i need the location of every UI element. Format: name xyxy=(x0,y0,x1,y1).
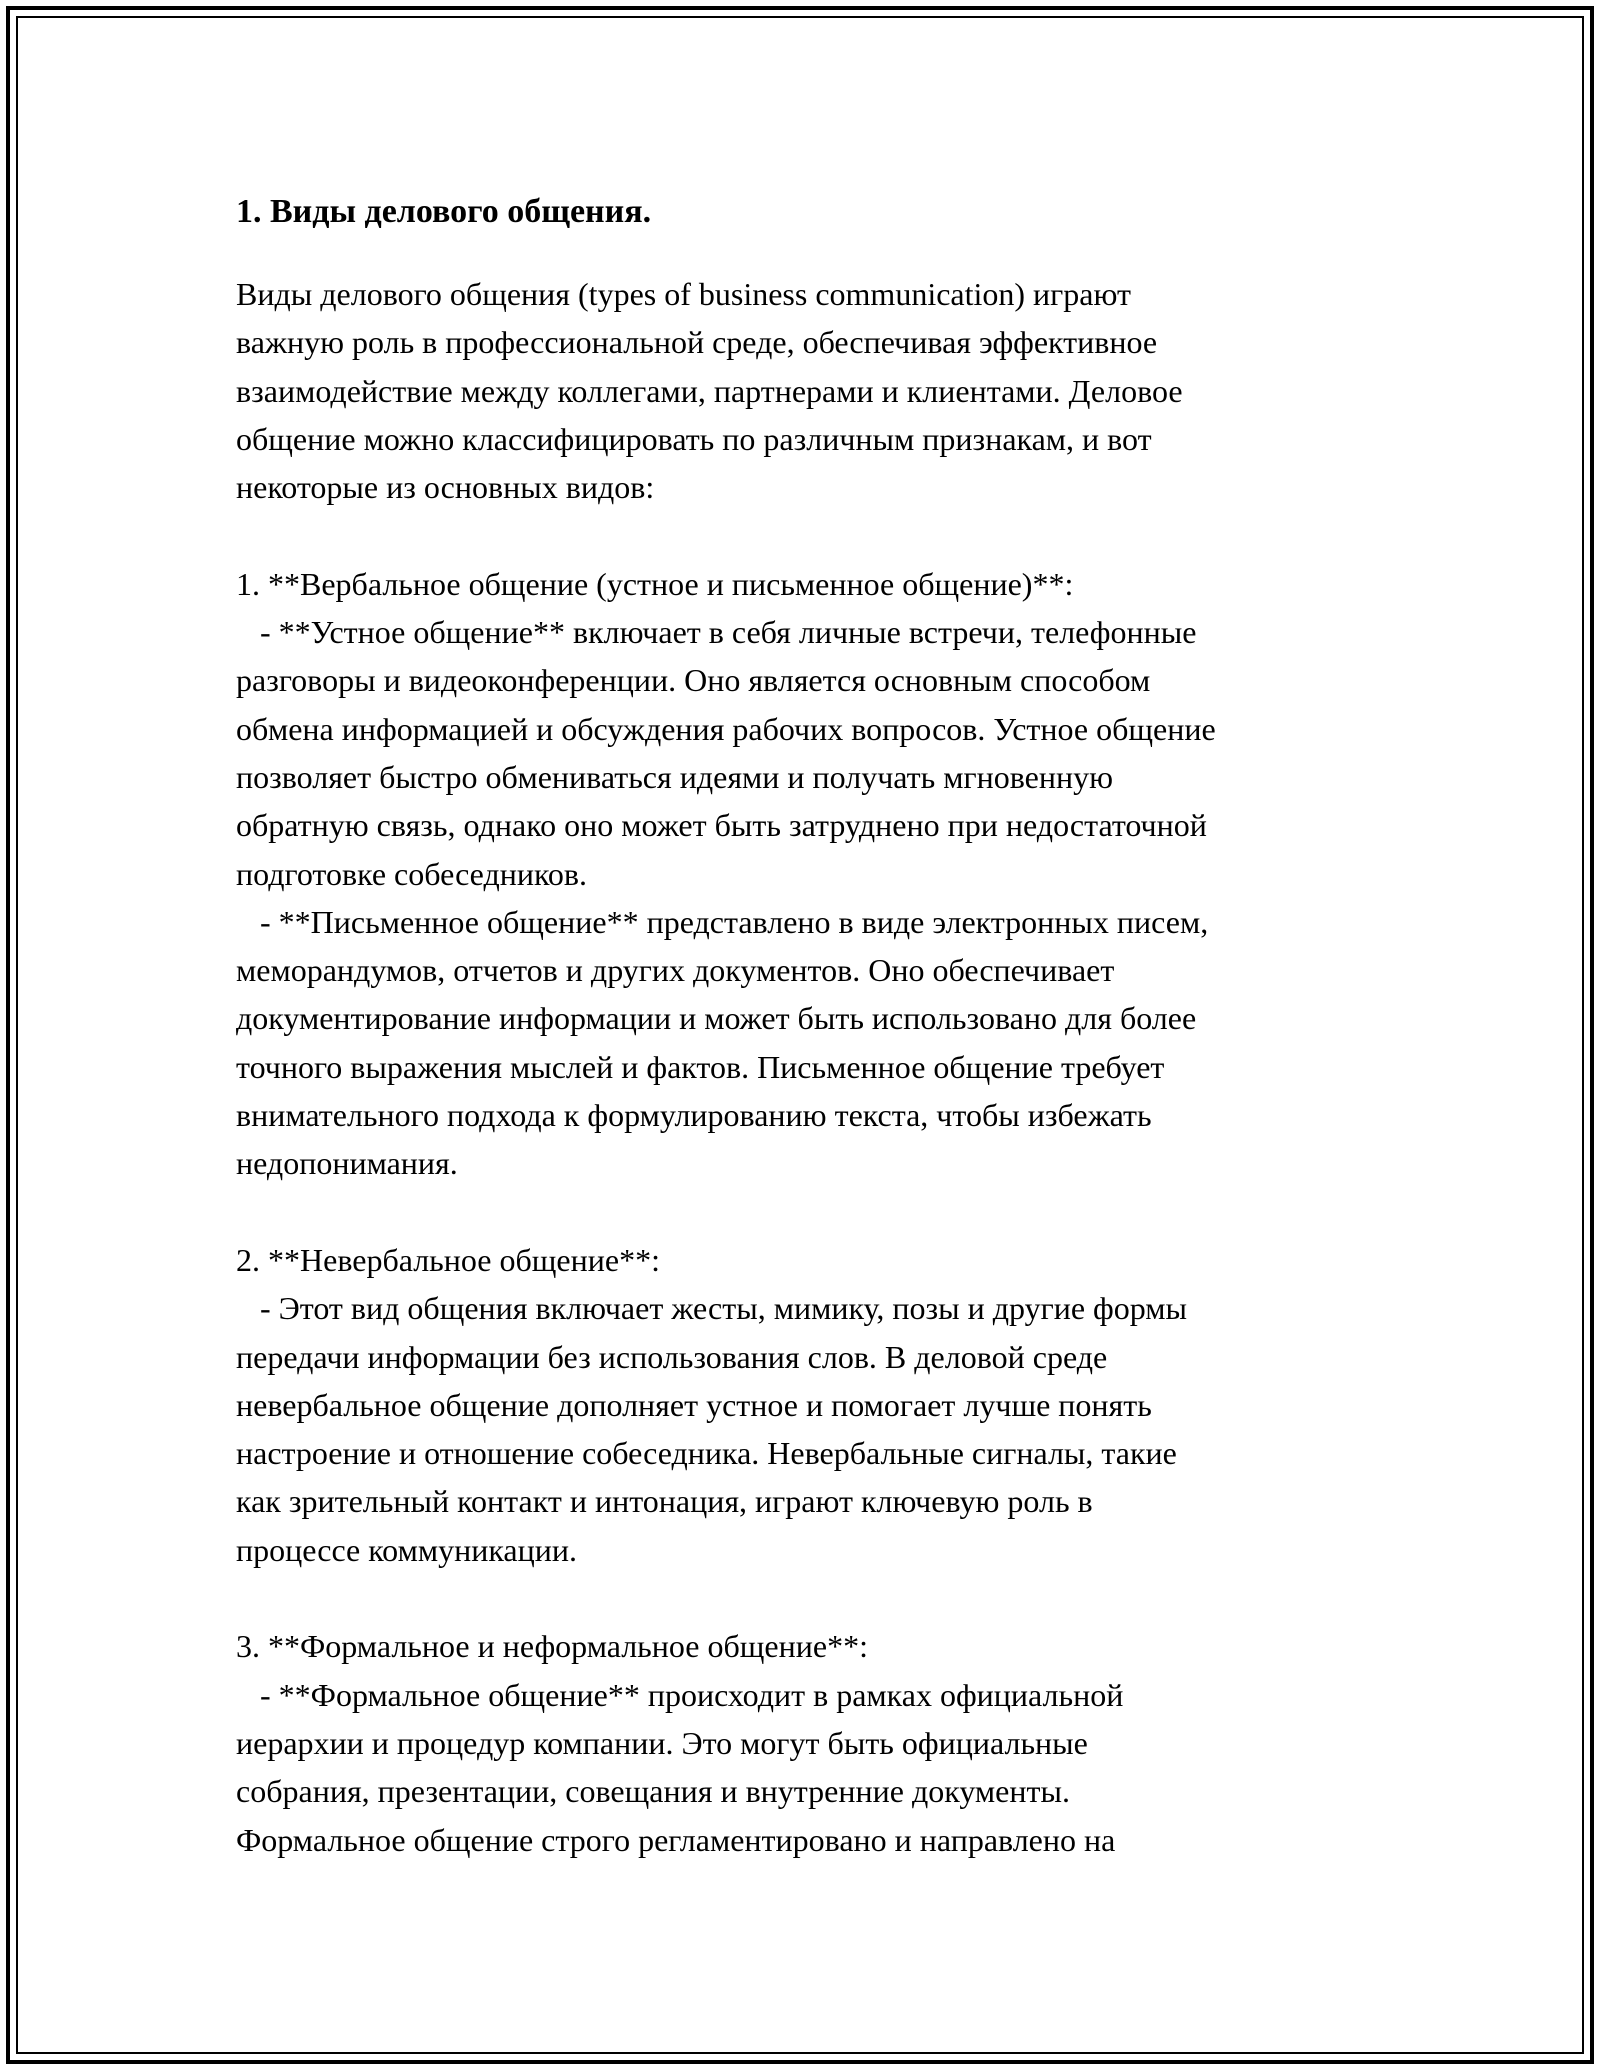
text-line: 2. **Невербальное общение**: xyxy=(236,1241,660,1278)
text-line: внимательного подхода к формулированию текста, чтобы избежать xyxy=(236,1097,1152,1134)
text-line: 1. **Вербальное общение (устное и письменное общение)**: xyxy=(236,565,1074,602)
section-heading: 1. Виды делового общения. xyxy=(236,193,652,230)
text-line: собрания, презентации, совещания и внутренние документы. xyxy=(236,1773,1070,1810)
text-line: разговоры и видеоконференции. Оно является основным способом xyxy=(236,662,1151,699)
text-line: процессе коммуникации. xyxy=(236,1531,577,1568)
text-line: как зрительный контакт и интонация, играют ключевую роль в xyxy=(236,1483,1093,1520)
text-line: Виды делового общения (types of business communication) играют xyxy=(236,276,1131,312)
text-line: общение можно классифицировать по различным признакам, и вот xyxy=(236,420,1152,457)
text-line: 3. **Формальное и неформальное общение**: xyxy=(236,1628,868,1665)
text-line: недопонимания. xyxy=(236,1145,458,1182)
text-line: меморандумов, отчетов и других документов. Оно обеспечивает xyxy=(236,952,1115,989)
text-line: Формальное общение строго регламентировано и направлено на xyxy=(236,1821,1116,1858)
text-line: передачи информации без использования слов. В деловой среде xyxy=(236,1338,1108,1375)
text-line: подготовке собеседников. xyxy=(236,855,588,892)
text-line: точного выражения мыслей и фактов. Письменное общение требует xyxy=(236,1048,1165,1085)
text-line: документирование информации и может быть использовано для более xyxy=(236,1000,1197,1037)
blank-line xyxy=(236,1574,1376,1622)
text-line: иерархии и процедур компании. Это могут быть официальные xyxy=(236,1724,1088,1761)
text-line: - **Формальное общение** происходит в рамках официальной xyxy=(236,1676,1124,1713)
text-line: позволяет быстро обмениваться идеями и получать мгновенную xyxy=(236,758,1114,795)
text-line: - **Устное общение** включает в себя личные встречи, телефонные xyxy=(236,614,1197,651)
text-line: настроение и отношение собеседника. Невербальные сигналы, такие xyxy=(236,1435,1177,1472)
body-text xyxy=(236,270,1376,1864)
text-line: некоторые из основных видов: xyxy=(236,469,655,506)
document-body xyxy=(236,188,1376,1858)
blank-line xyxy=(236,511,1376,559)
text-line: взаимодействие между коллегами, партнерами и клиентами. Деловое xyxy=(236,372,1183,409)
blank-line xyxy=(236,1188,1376,1236)
text-line: обратную связь, однако оно может быть затруднено при недостаточной xyxy=(236,807,1207,844)
text-line: невербальное общение дополняет устное и помогает лучше понять xyxy=(236,1386,1152,1423)
text-line: важную роль в профессиональной среде, обеспечивая эффективное xyxy=(236,324,1158,361)
text-line: - **Письменное общение** представлено в виде электронных писем, xyxy=(236,903,1209,940)
text-line: - Этот вид общения включает жесты, мимику, позы и другие формы xyxy=(236,1290,1188,1327)
text-line: обмена информацией и обсуждения рабочих вопросов. Устное общение xyxy=(236,710,1216,747)
